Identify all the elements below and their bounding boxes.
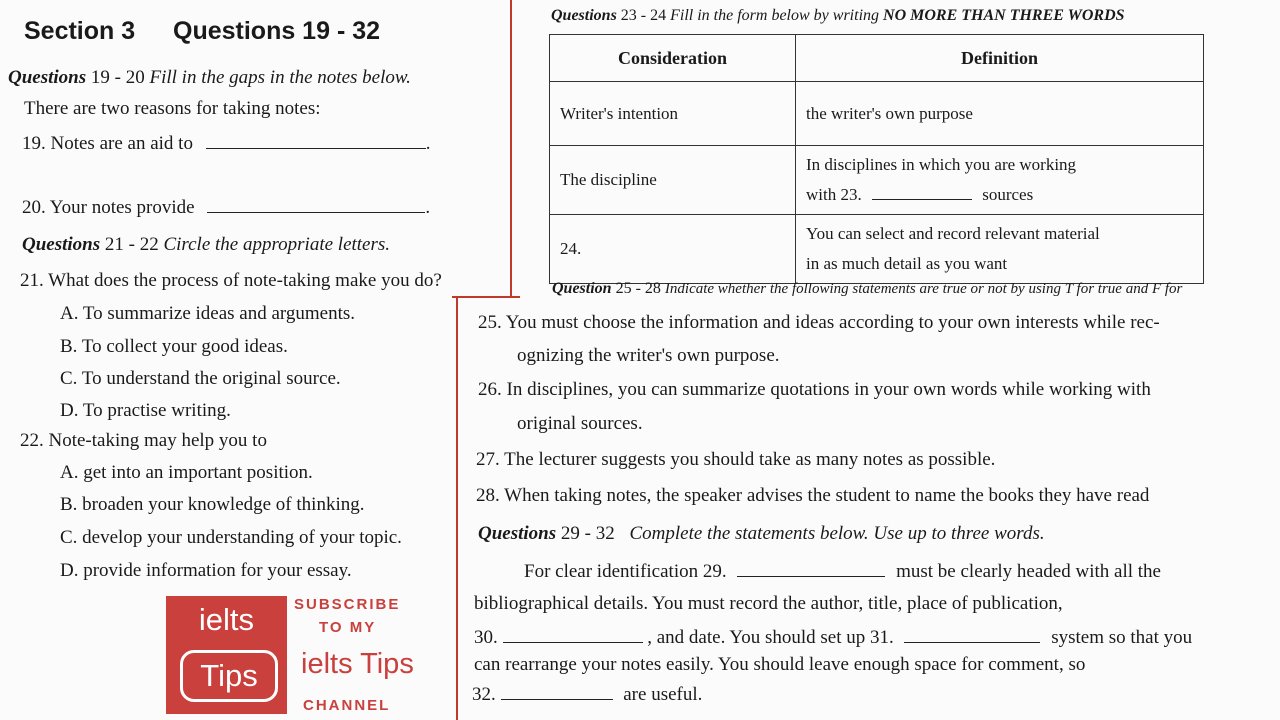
answer-32-blank[interactable] xyxy=(501,681,613,700)
logo-tips-badge: Tips xyxy=(180,650,278,702)
table-cell-consideration: Writer's intention xyxy=(550,82,796,146)
heading-instruction: Fill in the form below by writing xyxy=(670,7,880,24)
table-cell-definition xyxy=(796,146,1204,215)
paragraph-line-2: bibliographical details. You must record the author, title, place of publication, xyxy=(474,593,1063,614)
paragraph-line-3 xyxy=(474,624,1192,649)
divider-horizontal xyxy=(452,296,520,298)
heading-instruction: Complete the statements below. Use up to three words. xyxy=(629,523,1045,544)
q19-20-heading xyxy=(8,67,411,89)
question-19-text: 19. Notes are an aid to xyxy=(22,133,193,154)
heading-label: Questions xyxy=(478,523,557,544)
column-header-definition: Definition xyxy=(796,35,1204,82)
notes-intro: There are two reasons for taking notes: xyxy=(24,98,321,119)
paragraph-line-1 xyxy=(524,558,1161,583)
question-29-text: For clear identification 29. xyxy=(524,561,727,582)
answer-29-blank[interactable] xyxy=(737,558,885,577)
questions-title xyxy=(173,17,380,46)
table-row xyxy=(550,82,1204,146)
heading-range: 23 - 24 xyxy=(620,7,667,24)
heading-range: 21 - 22 xyxy=(104,234,159,255)
question-25-line-2: ognizing the writer's own purpose. xyxy=(517,345,780,366)
q22-option-c[interactable]: C. develop your understanding of your topic. xyxy=(60,527,402,548)
heading-range: 25 - 28 xyxy=(615,280,661,297)
question-28: 28. When taking notes, the speaker advises the student to name the books they have read xyxy=(476,485,1150,506)
answer-23-blank[interactable] xyxy=(872,181,972,200)
heading-label: Question xyxy=(552,280,612,297)
answer-19-blank[interactable] xyxy=(206,130,426,149)
heading-label: Questions xyxy=(551,7,617,24)
q21-option-d[interactable]: D. To practise writing. xyxy=(60,400,231,421)
heading-range: 29 - 32 xyxy=(560,523,615,544)
question-22: 22. Note-taking may help you to xyxy=(20,430,267,451)
question-26-line-1: 26. In disciplines, you can summarize quotations in your own words while working with xyxy=(478,379,1151,400)
subscribe-label[interactable]: SUBSCRIBE xyxy=(294,596,401,613)
divider-vertical-top xyxy=(510,0,512,298)
to-my-label: TO MY xyxy=(319,619,377,636)
heading-range: 19 - 20 xyxy=(90,67,145,88)
column-header-consideration: Consideration xyxy=(550,35,796,82)
question-31-suffix: system so that you xyxy=(1051,627,1193,648)
table-cell-question-24[interactable]: 24. xyxy=(550,215,796,284)
question-20: 20. Your notes provide . xyxy=(22,194,430,219)
q21-option-b[interactable]: B. To collect your good ideas. xyxy=(60,336,288,357)
table-row xyxy=(550,146,1204,215)
divider-vertical-bottom xyxy=(456,296,458,720)
question-30-label: 30. xyxy=(474,627,498,648)
question-32-label: 32. xyxy=(472,684,496,705)
q29-32-heading xyxy=(478,523,1045,545)
table-cell-consideration: The discipline xyxy=(550,146,796,215)
table-header-row xyxy=(550,35,1204,82)
heading-word-limit: NO MORE THAN THREE WORDS xyxy=(883,7,1125,24)
paragraph-line-4: can rearrange your notes easily. You should leave enough space for comment, so xyxy=(474,654,1086,675)
heading-label: Questions xyxy=(22,234,101,255)
definition-line: In disciplines in which you are working xyxy=(806,155,1077,174)
q22-option-b[interactable]: B. broaden your knowledge of thinking. xyxy=(60,494,365,515)
q21-option-a[interactable]: A. To summarize ideas and arguments. xyxy=(60,303,356,324)
definition-suffix: sources xyxy=(982,185,1034,204)
section-label: Section 3 xyxy=(24,17,136,45)
consideration-table xyxy=(549,34,1204,284)
definition-line: You can select and record relevant material xyxy=(806,224,1100,243)
question-27: 27. The lecturer suggests you should take as many notes as possible. xyxy=(476,449,996,470)
q22-option-a[interactable]: A. get into an important position. xyxy=(60,462,313,483)
heading-instruction: Circle the appropriate letters. xyxy=(163,234,391,255)
heading-instruction: Indicate whether the following statements are true or not by using T for true and F for xyxy=(664,281,1183,297)
question-26-line-2: original sources. xyxy=(517,413,643,434)
table-row xyxy=(550,215,1204,284)
channel-name[interactable]: ielts Tips xyxy=(301,648,414,680)
heading-label: Questions xyxy=(8,67,87,88)
paragraph-line-5 xyxy=(472,681,702,706)
table-cell-definition xyxy=(796,215,1204,284)
channel-label: CHANNEL xyxy=(303,697,391,714)
q22-option-d[interactable]: D. provide information for your essay. xyxy=(60,560,352,581)
answer-30-blank[interactable] xyxy=(503,624,643,643)
question-21: 21. What does the process of note-taking make you do? xyxy=(20,270,442,291)
questions-range-label: Questions 19 - 32 xyxy=(173,17,381,45)
answer-20-blank[interactable] xyxy=(207,194,425,213)
section-title xyxy=(24,17,135,46)
table-cell-definition: the writer's own purpose xyxy=(796,82,1204,146)
q21-option-c[interactable]: C. To understand the original source. xyxy=(60,368,341,389)
q25-28-heading xyxy=(552,280,1182,298)
q21-22-heading xyxy=(22,234,390,256)
answer-31-blank[interactable] xyxy=(904,624,1040,643)
question-20-text: 20. Your notes provide xyxy=(22,197,195,218)
definition-line xyxy=(806,180,1193,210)
q23-24-heading xyxy=(551,7,1125,25)
definition-line: in as much detail as you want xyxy=(806,254,1008,273)
question-32-suffix: are useful. xyxy=(623,684,703,705)
logo-ielts-text: ielts xyxy=(198,602,255,637)
question-29-suffix: must be clearly headed with all the xyxy=(896,561,1161,582)
question-25-line-1: 25. You must choose the information and ideas according to your own interests while rec- xyxy=(478,312,1160,333)
question-23-label: with 23. xyxy=(806,185,862,204)
question-31-text: , and date. You should set up 31. xyxy=(647,627,894,648)
question-19: 19. Notes are an aid to . xyxy=(22,130,430,155)
heading-instruction: Fill in the gaps in the notes below. xyxy=(149,67,411,88)
ielts-tips-logo[interactable] xyxy=(166,596,287,714)
